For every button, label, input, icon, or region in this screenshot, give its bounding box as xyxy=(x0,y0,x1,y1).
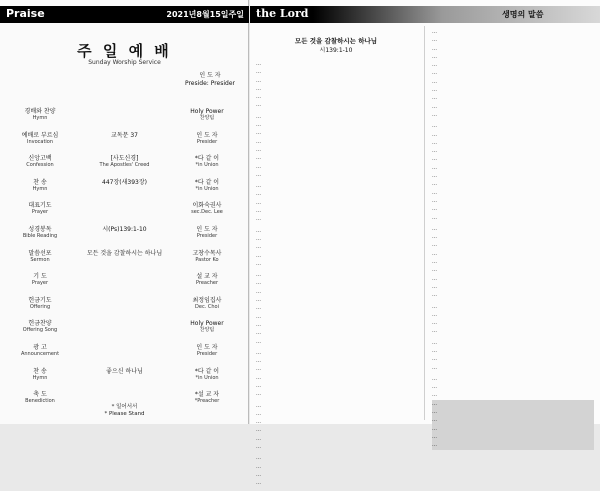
row-item-en: Benediction xyxy=(25,398,55,405)
row-person-en: 찬양팀 xyxy=(199,115,215,121)
row-person-text: 설 교 자 xyxy=(196,273,218,281)
sermon-line: … xyxy=(256,305,262,312)
row-detail xyxy=(72,226,177,233)
row-item xyxy=(8,273,72,287)
row-person xyxy=(177,368,237,382)
row-item-text: 헌금찬양 xyxy=(28,320,52,328)
sermon-line: … xyxy=(256,471,262,478)
row-detail-text: [사도신경] xyxy=(110,155,139,163)
row-item-en: Hymn xyxy=(32,115,48,121)
banner-word: Praise xyxy=(6,7,45,20)
sermon-line: … xyxy=(432,148,438,155)
sermon-line: … xyxy=(256,208,262,215)
sermon-line: … xyxy=(256,130,262,137)
sermon-line: … xyxy=(432,267,438,274)
row-person-text: *다 같 이 xyxy=(194,155,220,163)
sermon-line: … xyxy=(432,181,438,188)
sermon-paragraph xyxy=(256,402,416,452)
sermon-line: … xyxy=(432,339,438,346)
row-person-en: Dec. Choi xyxy=(195,303,219,310)
sermon-line: … xyxy=(256,94,262,101)
row-item-text: 찬 송 xyxy=(33,178,47,186)
sermon-line: … xyxy=(256,138,262,145)
sermon-line: … xyxy=(256,374,262,381)
row-item-en: Confession xyxy=(26,162,54,169)
sermon-line: … xyxy=(432,70,438,77)
sermon-line: … xyxy=(256,321,262,328)
sermon-paragraph xyxy=(256,227,416,268)
row-item-en: Hymn xyxy=(32,374,48,381)
sermon-line: … xyxy=(256,382,262,389)
row-person-en: *in Union xyxy=(195,162,219,169)
row-item-text: 신앙고백 xyxy=(28,155,52,163)
service-row xyxy=(0,108,249,132)
row-item-en: Announcement xyxy=(20,350,60,357)
sermon-line: … xyxy=(432,292,438,299)
row-item-en: Offering xyxy=(29,303,51,310)
sermon-paragraph xyxy=(432,225,594,300)
row-item xyxy=(8,320,72,334)
sermon-line: … xyxy=(432,29,438,35)
sermon-reference: 시139:1-10 xyxy=(319,47,353,54)
row-detail-text: 좋으신 하나님 xyxy=(106,367,143,375)
row-item-en: Offering Song xyxy=(22,327,58,334)
sermon-line: … xyxy=(432,173,438,180)
sermon-title: 모든 것을 감찰하시는 하나님 xyxy=(294,37,378,45)
row-person xyxy=(177,250,237,264)
sermon-line: … xyxy=(432,242,438,249)
row-person xyxy=(177,179,237,193)
sermon-line: … xyxy=(256,85,262,92)
service-row xyxy=(0,320,249,344)
sermon-paragraph xyxy=(256,60,416,110)
sermon-line: … xyxy=(432,408,594,416)
column-divider xyxy=(424,26,425,420)
row-person-text: 이화숙권사 xyxy=(192,202,222,210)
row-person-text: Holy Power xyxy=(190,320,224,328)
row-item-en: Hymn xyxy=(32,185,48,192)
sermon-line: … xyxy=(432,425,594,433)
row-detail-text: 교독문 37 xyxy=(111,131,138,139)
sermon-line: … xyxy=(432,416,594,424)
sermon-line: … xyxy=(256,366,262,373)
sermon-line: … xyxy=(256,435,262,442)
sermon-line: … xyxy=(256,427,262,434)
sermon-line: … xyxy=(432,95,438,102)
sermon-line: … xyxy=(256,338,262,345)
row-item-text: 기 도 xyxy=(33,273,47,281)
sermon-line: … xyxy=(256,313,262,320)
service-row xyxy=(0,368,249,392)
row-item-text: 말씀선포 xyxy=(28,249,52,257)
row-item-en: Sermon xyxy=(30,256,50,263)
sermon-line: … xyxy=(256,252,262,259)
sermon-line: … xyxy=(432,131,438,138)
row-detail xyxy=(72,368,177,375)
row-person-en: *in Union xyxy=(195,185,219,192)
sermon-line: … xyxy=(256,171,262,178)
sermon-line: … xyxy=(256,419,262,426)
sermon-line: … xyxy=(432,234,438,241)
sermon-line: … xyxy=(256,391,262,398)
lord-banner xyxy=(250,6,600,23)
row-person-text: 고창수목사 xyxy=(192,249,222,257)
row-item-en: Invocation xyxy=(26,138,54,145)
sermon-line: … xyxy=(256,444,262,451)
row-person-en: *Preacher xyxy=(194,398,220,405)
sermon-line: … xyxy=(256,191,262,198)
row-detail-text: 447장(새393장) xyxy=(102,178,147,186)
row-detail xyxy=(72,250,177,257)
sermon-line: … xyxy=(432,62,438,69)
row-person-text: 인 도 자 xyxy=(196,343,218,351)
sermon-line: … xyxy=(256,349,262,356)
sermon-line: … xyxy=(432,320,438,327)
row-item xyxy=(8,202,72,216)
sermon-line: … xyxy=(256,410,262,417)
sermon-line: … xyxy=(256,402,262,409)
sermon-paragraph xyxy=(432,303,594,336)
sermon-line: … xyxy=(256,235,262,242)
sermon-heading: 생명의 말씀 xyxy=(502,10,544,19)
sermon-line: … xyxy=(256,288,262,295)
row-item-text: 예배로 부르심 xyxy=(21,131,59,139)
sermon-line: … xyxy=(256,199,262,206)
banner-word-lord: the Lord xyxy=(256,7,309,20)
row-detail-text: 모든 것을 감찰하시는 하나님 xyxy=(86,249,163,257)
sermon-paragraph xyxy=(256,113,416,179)
sermon-line: … xyxy=(432,328,438,335)
sermon-line: … xyxy=(256,330,262,337)
sermon-paragraph xyxy=(256,349,416,399)
row-person-en: Presider xyxy=(196,350,218,357)
row-person-text: 인 도 자 xyxy=(196,131,218,139)
row-person-en: sec.Dec. Lee xyxy=(191,209,223,216)
sermon-line: … xyxy=(432,392,438,399)
service-row xyxy=(0,226,249,250)
row-detail xyxy=(72,132,177,139)
row-item-text: 경배와 찬양 xyxy=(24,108,56,115)
row-item xyxy=(8,250,72,264)
row-item xyxy=(8,297,72,311)
sermon-line: … xyxy=(432,250,438,257)
sermon-line: … xyxy=(256,146,262,153)
sermon-line: … xyxy=(256,244,262,251)
row-person-en: Presider xyxy=(196,232,218,239)
row-item xyxy=(8,226,72,240)
sermon-line: … xyxy=(256,260,262,267)
sermon-line: … xyxy=(256,272,262,279)
row-item-text: 성경봉독 xyxy=(28,225,52,233)
service-subtitle: Sunday Worship Service xyxy=(88,59,161,66)
sermon-line: … xyxy=(432,206,438,213)
row-person-text: 최정임집사 xyxy=(192,296,222,304)
leader-en: Preside: Presider xyxy=(184,80,235,87)
sermon-line: … xyxy=(432,275,438,282)
sermon-line: … xyxy=(432,123,438,130)
row-item-text: 대표기도 xyxy=(28,202,52,210)
stand-note-en: * Please Stand xyxy=(104,411,145,417)
row-person xyxy=(177,320,237,334)
sermon-line: … xyxy=(256,480,262,487)
service-row xyxy=(0,155,249,179)
sermon-line: … xyxy=(256,102,262,109)
sermon-line: … xyxy=(432,87,438,94)
sermon-line: … xyxy=(256,183,262,190)
sermon-line: … xyxy=(256,163,262,170)
sermon-paragraph xyxy=(432,28,594,119)
row-item xyxy=(8,368,72,382)
service-date: 2021년8월15일주일 xyxy=(166,10,244,19)
sermon-line: … xyxy=(432,189,438,196)
row-person-text: 인 도 자 xyxy=(196,225,218,233)
praise-banner xyxy=(0,6,249,23)
sermon-paragraph xyxy=(256,271,416,346)
row-person-text: *설 교 자 xyxy=(194,391,220,399)
sermon-line: … xyxy=(256,455,262,462)
sermon-line: … xyxy=(432,78,438,85)
leader-label xyxy=(185,72,235,88)
row-item-text: 헌금기도 xyxy=(28,296,52,304)
sermon-text-right xyxy=(432,28,594,453)
row-item-en: Prayer xyxy=(31,209,49,216)
row-person-text: *다 같 이 xyxy=(194,367,220,375)
sermon-paragraph xyxy=(432,122,594,222)
row-person-text: *다 같 이 xyxy=(194,178,220,186)
sermon-line: … xyxy=(256,61,262,67)
row-person-en: Pastor Ko xyxy=(195,256,219,263)
service-row xyxy=(0,297,249,321)
sermon-line: … xyxy=(256,77,262,84)
sermon-line: … xyxy=(432,45,438,52)
row-detail-en: The Apostles' Creed xyxy=(99,162,150,169)
sermon-line: … xyxy=(432,156,438,163)
row-item-en: Bible Reading xyxy=(22,232,58,239)
sermon-line: … xyxy=(432,37,438,44)
sermon-line: … xyxy=(432,303,438,310)
sermon-paragraph xyxy=(256,454,416,487)
row-person-en: *in Union xyxy=(195,374,219,381)
service-row xyxy=(0,132,249,156)
sermon-line: … xyxy=(256,155,262,162)
leader-ko: 인 도 자 xyxy=(199,72,221,79)
row-item-en: Prayer xyxy=(31,280,49,287)
sermon-line: … xyxy=(256,358,262,365)
service-row xyxy=(0,344,249,368)
sermon-line: … xyxy=(432,311,438,318)
sermon-paragraph xyxy=(256,182,416,223)
row-detail-text: 시(Ps)139:1-10 xyxy=(102,225,147,233)
sermon-line: … xyxy=(432,400,594,408)
row-detail xyxy=(72,179,177,186)
sermon-line: … xyxy=(432,347,438,354)
sermon-line: … xyxy=(432,375,438,382)
row-person-en: Presider xyxy=(196,138,218,145)
sermon-page xyxy=(250,0,600,487)
sermon-line: … xyxy=(256,216,262,223)
sermon-line: … xyxy=(256,69,262,76)
sermon-line: … xyxy=(432,53,438,60)
sermon-text-left xyxy=(256,60,416,491)
sermon-column-right xyxy=(426,28,600,453)
sermon-line: … xyxy=(432,214,438,221)
row-person xyxy=(177,344,237,358)
row-detail xyxy=(72,155,177,169)
sermon-line: … xyxy=(432,139,438,146)
sermon-line: … xyxy=(432,384,438,391)
row-item xyxy=(8,155,72,169)
sermon-line: … xyxy=(256,297,262,304)
row-person xyxy=(177,155,237,169)
sermon-paragraph xyxy=(432,339,594,372)
sermon-line: … xyxy=(256,113,262,120)
order-rows xyxy=(0,108,249,415)
stand-note xyxy=(0,404,249,418)
service-row xyxy=(0,202,249,226)
sermon-paragraph xyxy=(432,375,594,450)
sermon-line: … xyxy=(256,463,262,470)
row-item xyxy=(8,344,72,358)
row-person xyxy=(177,202,237,216)
sermon-line: … xyxy=(256,280,262,287)
row-item-text: 찬 송 xyxy=(33,367,47,375)
row-person xyxy=(177,297,237,311)
order-of-service-page xyxy=(0,0,249,424)
sermon-column-left xyxy=(250,28,422,491)
row-item xyxy=(8,108,72,122)
sermon-line: … xyxy=(432,259,438,266)
sermon-line: … xyxy=(432,441,594,449)
sermon-line: … xyxy=(432,283,438,290)
service-row xyxy=(0,273,249,297)
row-person-text: Holy Power xyxy=(190,108,224,115)
sermon-line: … xyxy=(256,122,262,129)
service-row xyxy=(0,250,249,274)
sermon-line: … xyxy=(432,356,438,363)
sermon-line: … xyxy=(432,103,438,110)
row-item xyxy=(8,179,72,193)
service-title: 주 일 예 배 xyxy=(77,42,172,60)
sermon-line: … xyxy=(432,164,438,171)
row-person-en: Preacher xyxy=(195,280,219,287)
row-person xyxy=(177,226,237,240)
row-item-text: 축 도 xyxy=(33,391,47,399)
sermon-line: … xyxy=(432,111,438,118)
row-person xyxy=(177,132,237,146)
row-item-text: 광 고 xyxy=(33,343,47,351)
row-person xyxy=(177,273,237,287)
sermon-line: … xyxy=(256,227,262,234)
row-person xyxy=(177,108,237,122)
row-item xyxy=(8,132,72,146)
sermon-line: … xyxy=(432,197,438,204)
stand-note-ko: * 일어서서 xyxy=(111,404,138,410)
row-person-en: 찬양팀 xyxy=(199,327,215,334)
service-row xyxy=(0,179,249,203)
sermon-line: … xyxy=(432,225,438,232)
sermon-line: … xyxy=(432,364,438,371)
sermon-line: … xyxy=(432,433,594,441)
